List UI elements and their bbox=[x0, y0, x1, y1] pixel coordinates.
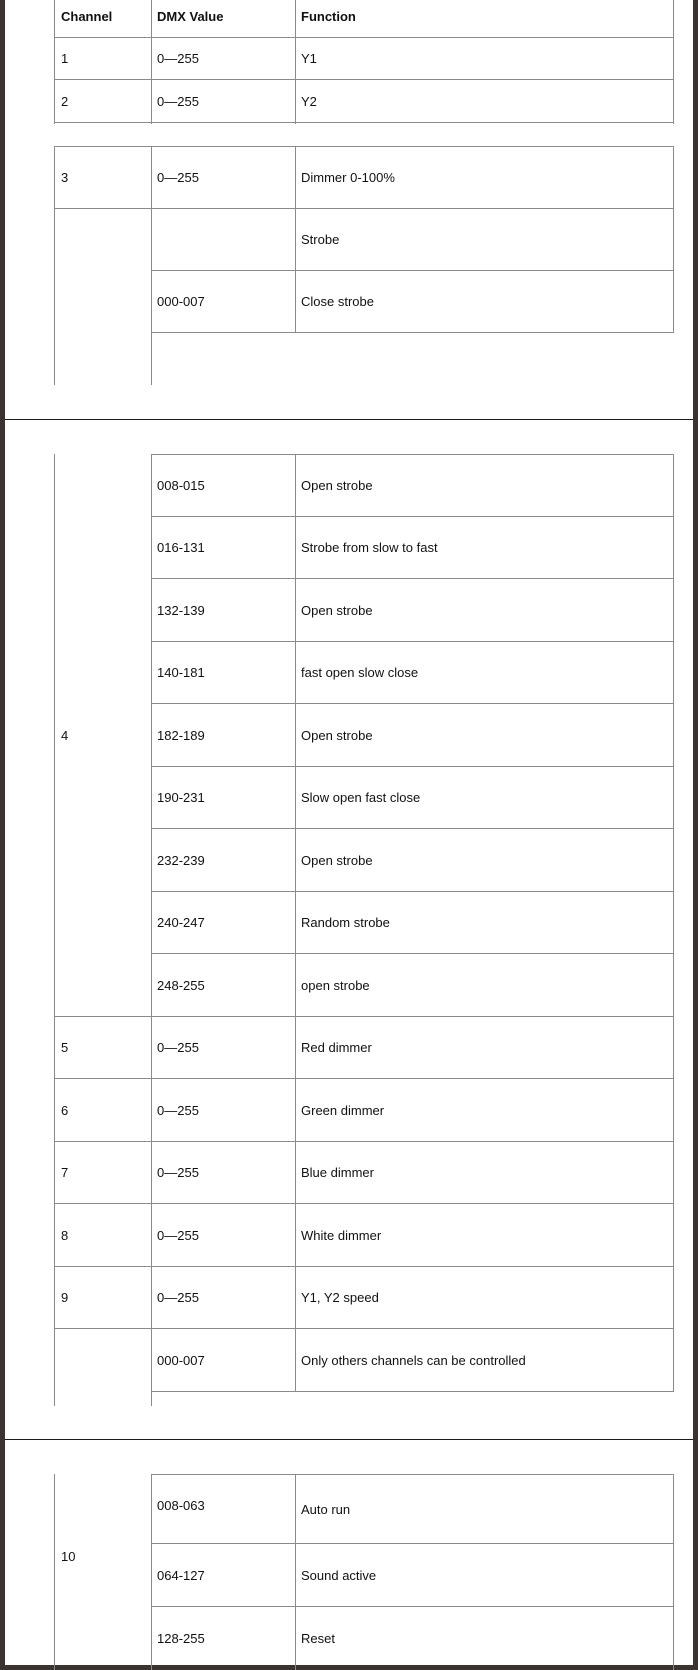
table-border bbox=[295, 146, 296, 333]
strobe-range-function: Close strobe bbox=[301, 294, 374, 309]
row-3-channel: 3 bbox=[61, 170, 69, 185]
strobe-range-value: 000-007 bbox=[157, 294, 205, 309]
strobe-range-function: Open strobe bbox=[301, 478, 373, 493]
mode-range-value: 064-127 bbox=[157, 1567, 205, 1583]
document-page-1 bbox=[5, 0, 693, 419]
row-10-channel: 10 bbox=[61, 1548, 76, 1564]
row-9-function: Y1, Y2 speed bbox=[301, 1290, 379, 1305]
strobe-range-function: Open strobe bbox=[301, 727, 373, 743]
table-border bbox=[151, 1474, 152, 1670]
mode-range-value: 128-255 bbox=[157, 1630, 205, 1646]
row-4-channel: 4 bbox=[61, 727, 69, 743]
table-border bbox=[54, 37, 674, 38]
mode-range-function: Only others channels can be controlled bbox=[301, 1352, 526, 1368]
table-border bbox=[54, 79, 674, 80]
table-border bbox=[673, 0, 674, 124]
row-8-channel: 8 bbox=[61, 1227, 69, 1243]
strobe-range-function: Strobe from slow to fast bbox=[301, 540, 438, 555]
table-border bbox=[54, 208, 674, 209]
mode-range-value: 008-063 bbox=[157, 1497, 205, 1513]
row-5-value: 0—255 bbox=[157, 1040, 199, 1055]
row-3-value: 0—255 bbox=[157, 170, 199, 185]
strobe-range-function: Open strobe bbox=[301, 602, 373, 618]
header-function: Function bbox=[301, 8, 356, 24]
mode-range-value: 000-007 bbox=[157, 1352, 205, 1368]
table-border bbox=[54, 454, 55, 1406]
table-border bbox=[673, 1474, 674, 1670]
strobe-range-value: 248-255 bbox=[157, 977, 205, 993]
strobe-range-value: 190-231 bbox=[157, 790, 205, 805]
row-9-value: 0—255 bbox=[157, 1290, 199, 1305]
table-border bbox=[151, 454, 152, 1406]
table-border bbox=[151, 1474, 674, 1475]
table-border bbox=[673, 146, 674, 333]
row-7-function: Blue dimmer bbox=[301, 1165, 374, 1180]
strobe-range-function: Slow open fast close bbox=[301, 790, 421, 805]
table-border bbox=[151, 953, 674, 954]
row-1-value: 0—255 bbox=[157, 51, 199, 66]
strobe-range-function: Random strobe bbox=[301, 915, 390, 930]
mode-range-function: Auto run bbox=[301, 1501, 351, 1517]
row-3-function: Dimmer 0-100% bbox=[301, 170, 395, 185]
table-border bbox=[151, 0, 152, 124]
row-6-function: Green dimmer bbox=[301, 1102, 385, 1118]
table-border bbox=[151, 270, 674, 271]
table-border bbox=[151, 578, 674, 579]
header-dmx-value: DMX Value bbox=[157, 8, 224, 24]
strobe-range-value: 240-247 bbox=[157, 915, 205, 930]
row-7-channel: 7 bbox=[61, 1165, 69, 1180]
mode-range-function: Sound active bbox=[301, 1567, 377, 1583]
strobe-range-function: fast open slow close bbox=[301, 665, 419, 680]
row-8-value: 0—255 bbox=[157, 1227, 199, 1243]
table-border bbox=[151, 146, 152, 385]
table-border bbox=[673, 454, 674, 1392]
table-border bbox=[151, 332, 674, 333]
table-border bbox=[151, 828, 674, 829]
strobe-range-value: 008-015 bbox=[157, 478, 205, 493]
row-6-value: 0—255 bbox=[157, 1102, 199, 1118]
table-border bbox=[54, 122, 674, 123]
table-border bbox=[151, 703, 674, 704]
table-border bbox=[151, 1391, 674, 1392]
strobe-range-value: 182-189 bbox=[157, 727, 205, 743]
strobe-title: Strobe bbox=[301, 232, 340, 247]
strobe-range-value: 232-239 bbox=[157, 852, 205, 868]
row-2-channel: 2 bbox=[61, 93, 69, 109]
strobe-range-value: 140-181 bbox=[157, 665, 205, 680]
table-border bbox=[54, 146, 55, 385]
row-2-value: 0—255 bbox=[157, 93, 199, 109]
row-5-function: Red dimmer bbox=[301, 1040, 372, 1055]
table-border bbox=[151, 1606, 674, 1607]
row-1-channel: 1 bbox=[61, 51, 69, 66]
strobe-range-value: 132-139 bbox=[157, 602, 205, 618]
table-border bbox=[54, 0, 55, 124]
strobe-range-value: 016-131 bbox=[157, 540, 205, 555]
row-1-function: Y1 bbox=[301, 51, 317, 66]
row-2-function: Y2 bbox=[301, 93, 317, 109]
table-border bbox=[151, 891, 674, 892]
header-channel: Channel bbox=[61, 8, 113, 24]
table-border bbox=[295, 1474, 296, 1670]
row-8-function: White dimmer bbox=[301, 1227, 382, 1243]
strobe-range-function: open strobe bbox=[301, 977, 370, 993]
table-border bbox=[54, 1474, 55, 1670]
row-6-channel: 6 bbox=[61, 1102, 69, 1118]
row-7-value: 0—255 bbox=[157, 1165, 199, 1180]
table-border bbox=[295, 0, 296, 124]
row-9-channel: 9 bbox=[61, 1290, 69, 1305]
row-5-channel: 5 bbox=[61, 1040, 69, 1055]
table-border bbox=[295, 454, 296, 1392]
table-border bbox=[151, 1543, 674, 1544]
table-border bbox=[151, 454, 674, 455]
strobe-range-function: Open strobe bbox=[301, 852, 373, 868]
mode-range-function: Reset bbox=[301, 1630, 335, 1646]
